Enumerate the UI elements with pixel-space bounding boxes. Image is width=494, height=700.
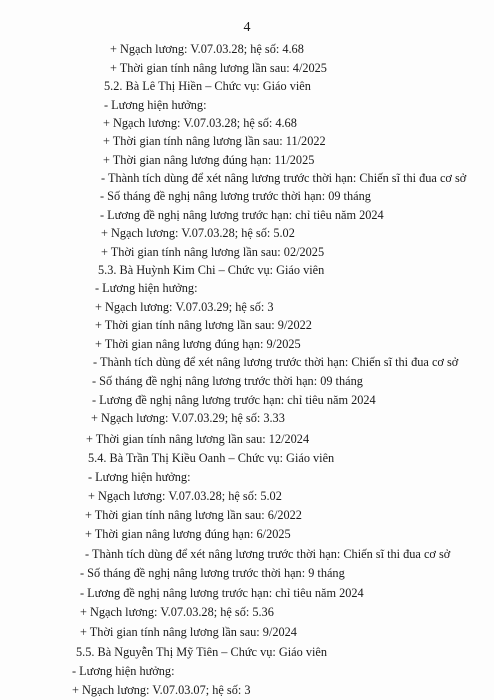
page-number: 4 bbox=[243, 20, 251, 35]
text-line: - Thành tích dùng để xét nâng lương trước thời hạn: Chiến sĩ thi đua cơ sở bbox=[93, 355, 459, 369]
text-line: + Thời gian tính nâng lương lần sau: 6/2022 bbox=[85, 508, 302, 522]
text-line: + Thời gian nâng lương đúng hạn: 9/2025 bbox=[95, 337, 301, 351]
text-line: + Ngạch lương: V.07.03.28; hệ số: 4.68 bbox=[110, 42, 304, 56]
text-line: + Thời gian tính nâng lương lần sau: 9/2022 bbox=[95, 318, 312, 332]
text-line: + Thời gian nâng lương đúng hạn: 6/2025 bbox=[85, 527, 291, 541]
text-line: - Lương hiện hưởng: bbox=[104, 98, 207, 112]
text-line: + Thời gian tính nâng lương lần sau: 4/2025 bbox=[110, 61, 327, 75]
text-line: - Lương đề nghị nâng lương trước hạn: chỉ tiêu năm 2024 bbox=[80, 586, 364, 600]
text-line: + Thời gian tính nâng lương lần sau: 12/2024 bbox=[86, 432, 310, 446]
text-line: + Ngạch lương: V.07.03.28; hệ số: 4.68 bbox=[103, 116, 297, 130]
text-line: - Lương đề nghị nâng lương trước hạn: chỉ tiêu năm 2024 bbox=[92, 393, 376, 407]
text-line: + Ngạch lương: V.07.03.29; hệ số: 3 bbox=[95, 300, 274, 314]
text-line: + Ngạch lương: V.07.03.29; hệ số: 3.33 bbox=[91, 411, 285, 425]
section-heading: 5.2. Bà Lê Thị Hiền – Chức vụ: Giáo viên bbox=[104, 79, 311, 93]
text-line: + Thời gian tính nâng lương lần sau: 11/2022 bbox=[103, 134, 326, 148]
text-line: - Lương hiện hưởng: bbox=[72, 664, 175, 678]
text-line: - Số tháng đề nghị nâng lương trước thời hạn: 9 tháng bbox=[80, 566, 345, 580]
text-line: + Ngạch lương: V.07.03.28; hệ số: 5.36 bbox=[80, 605, 274, 619]
text-line: - Số tháng đề nghị nâng lương trước thời hạn: 09 tháng bbox=[92, 374, 363, 388]
text-line: - Số tháng đề nghị nâng lương trước thời hạn: 09 tháng bbox=[100, 189, 371, 203]
section-heading: 5.4. Bà Trần Thị Kiều Oanh – Chức vụ: Giáo viên bbox=[88, 451, 335, 465]
text-line: - Thành tích dùng để xét nâng lương trước thời hạn: Chiến sĩ thi đua cơ sở bbox=[85, 547, 451, 561]
text-line: + Thời gian nâng lương đúng hạn: 11/2025 bbox=[103, 153, 315, 167]
section-heading: 5.5. Bà Nguyễn Thị Mỹ Tiên – Chức vụ: Giáo viên bbox=[76, 645, 328, 659]
text-line: + Ngạch lương: V.07.03.28; hệ số: 5.02 bbox=[88, 489, 282, 503]
text-line: - Lương hiện hưởng: bbox=[88, 470, 191, 484]
text-line: + Thời gian tính nâng lương lần sau: 02/2025 bbox=[101, 245, 325, 259]
text-line: - Lương hiện hưởng: bbox=[95, 281, 198, 295]
section-heading: 5.3. Bà Huỳnh Kim Chi – Chức vụ: Giáo viên bbox=[98, 263, 325, 277]
text-line: + Ngạch lương: V.07.03.07; hệ số: 3 bbox=[72, 683, 251, 697]
text-line: - Lương đề nghị nâng lương trước hạn: chỉ tiêu năm 2024 bbox=[100, 208, 384, 222]
text-line: + Thời gian tính nâng lương lần sau: 9/2024 bbox=[80, 625, 297, 639]
text-line: - Thành tích dùng để xét nâng lương trước thời hạn: Chiến sĩ thi đua cơ sở bbox=[101, 171, 467, 185]
text-line: + Ngạch lương: V.07.03.28; hệ số: 5.02 bbox=[101, 226, 295, 240]
